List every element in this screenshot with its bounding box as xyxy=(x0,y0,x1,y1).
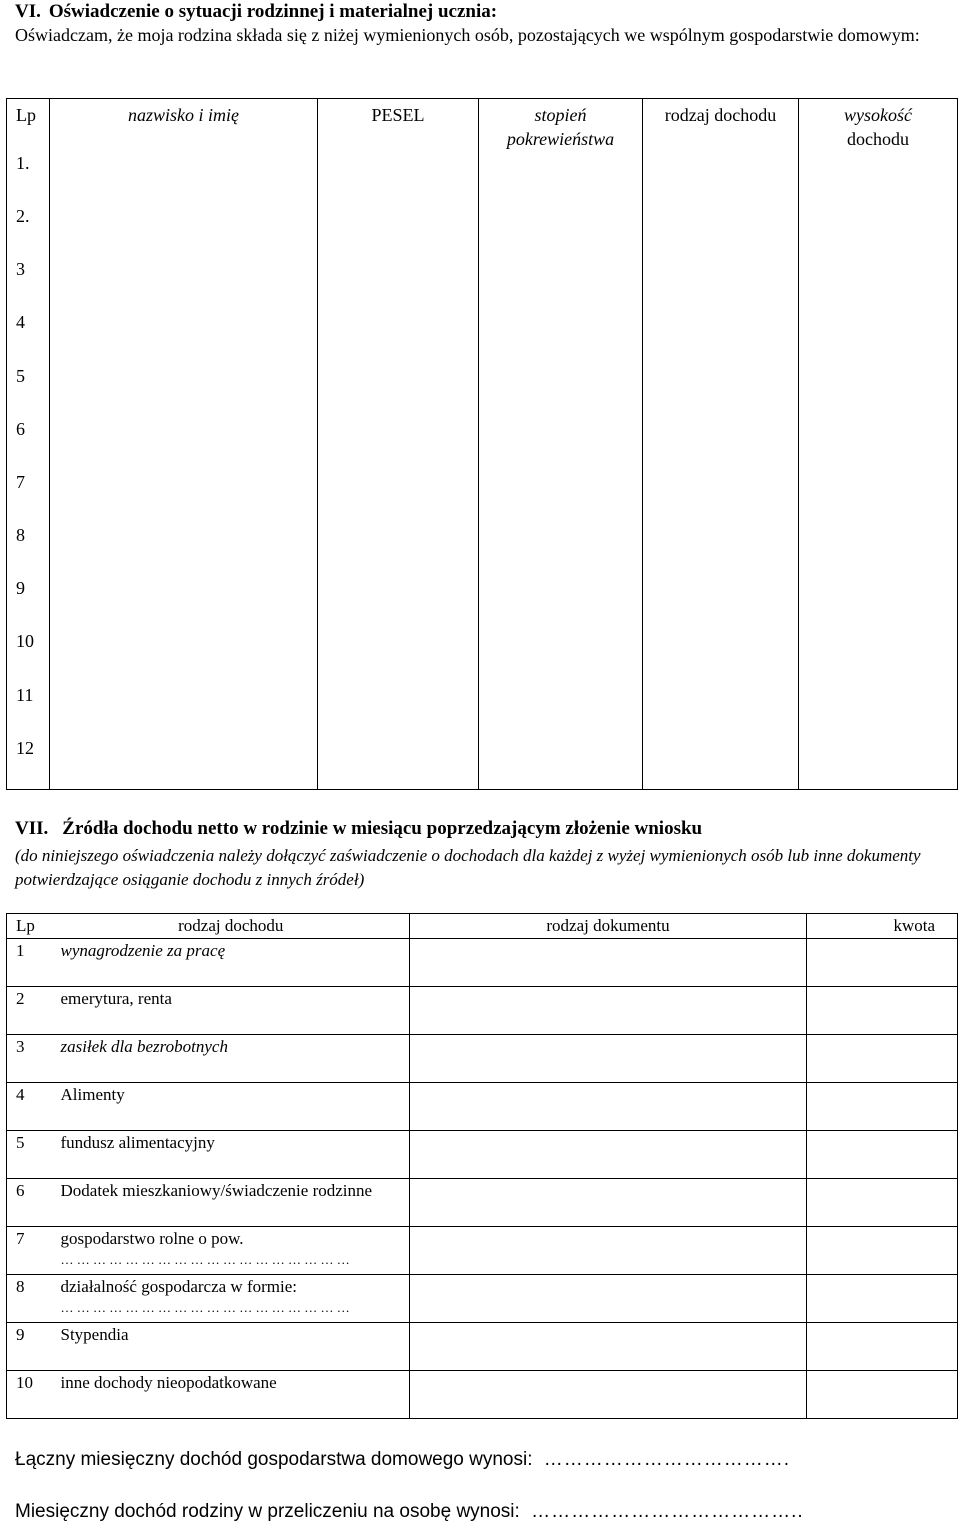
sources-header-income-type: rodzaj dochodu xyxy=(53,914,410,939)
income-source-dots-field[interactable]: … … … … … … … … … … … … … … … … … … xyxy=(60,1252,350,1267)
income-source-document-cell[interactable] xyxy=(410,1275,807,1323)
section-6-number: VI. xyxy=(15,1,41,22)
income-source-type-label: emerytura, renta xyxy=(60,989,172,1008)
income-source-row xyxy=(7,1371,958,1419)
income-source-type xyxy=(53,1275,410,1323)
income-source-lp: 8 xyxy=(7,1275,53,1323)
income-source-lp: 6 xyxy=(7,1179,53,1227)
income-source-row xyxy=(7,1323,958,1371)
income-source-type xyxy=(53,1323,410,1371)
section-7-number: VII. xyxy=(15,818,49,839)
family-header-degree-line2: pokrewieństwa xyxy=(506,129,615,149)
income-source-row xyxy=(7,939,958,987)
income-sources-table xyxy=(6,913,958,1419)
sources-header-document-type: rodzaj dokumentu xyxy=(410,914,807,939)
income-source-document-cell[interactable] xyxy=(410,939,807,987)
income-source-amount-cell[interactable] xyxy=(807,1131,958,1179)
family-lp-column xyxy=(7,99,50,790)
income-source-amount-cell[interactable] xyxy=(807,1323,958,1371)
income-source-type xyxy=(53,1035,410,1083)
family-row-number: 11 xyxy=(16,684,34,705)
household-income-label: Łączny miesięczny dochód gospodarstwa domowego wynosi: xyxy=(15,1449,533,1470)
sources-header-amount: kwota xyxy=(807,914,958,939)
income-source-lp: 9 xyxy=(7,1323,53,1371)
income-source-document-cell[interactable] xyxy=(410,987,807,1035)
income-source-type-label: Alimenty xyxy=(60,1085,125,1104)
family-row-number: 4 xyxy=(16,312,25,333)
family-row-number: 2. xyxy=(16,206,30,227)
family-members-table xyxy=(6,98,958,790)
income-source-row xyxy=(7,1275,958,1323)
family-income-amount-column[interactable] xyxy=(799,99,958,790)
family-row-number: 1. xyxy=(16,153,30,173)
family-header-degree xyxy=(479,99,642,151)
income-source-amount-cell[interactable] xyxy=(807,1179,958,1227)
income-source-amount-cell[interactable] xyxy=(807,939,958,987)
per-person-income-field[interactable]: ………………………………….. xyxy=(531,1501,804,1522)
per-person-income-line xyxy=(15,1499,804,1525)
income-source-amount-cell[interactable] xyxy=(807,1083,958,1131)
family-row-number: 5 xyxy=(16,365,25,386)
income-sources-body xyxy=(7,939,958,1419)
income-source-type-label: zasiłek dla bezrobotnych xyxy=(60,1037,228,1056)
income-source-type xyxy=(53,1131,410,1179)
income-source-type xyxy=(53,1083,410,1131)
family-pesel-column[interactable] xyxy=(318,99,479,790)
income-source-lp: 10 xyxy=(7,1371,53,1419)
income-source-document-cell[interactable] xyxy=(410,1131,807,1179)
family-row-number: 6 xyxy=(16,418,25,439)
family-header-amount-line2: dochodu xyxy=(847,129,909,149)
family-header-income-amount xyxy=(799,99,957,151)
family-row-numbers xyxy=(16,151,49,789)
family-header-amount-line1: wysokość xyxy=(844,105,912,125)
income-source-amount-cell[interactable] xyxy=(807,1227,958,1275)
family-row-number: 7 xyxy=(16,471,25,492)
income-source-row xyxy=(7,1035,958,1083)
income-source-row xyxy=(7,987,958,1035)
income-source-amount-cell[interactable] xyxy=(807,1275,958,1323)
income-source-type xyxy=(53,987,410,1035)
income-source-document-cell[interactable] xyxy=(410,1371,807,1419)
income-source-type-label: fundusz alimentacyjny xyxy=(60,1133,215,1152)
income-source-type-label: inne dochody nieopodatkowane xyxy=(60,1373,277,1392)
family-header-pesel: PESEL xyxy=(371,105,425,125)
income-source-amount-cell[interactable] xyxy=(807,987,958,1035)
income-source-document-cell[interactable] xyxy=(410,1323,807,1371)
income-source-lp: 2 xyxy=(7,987,53,1035)
income-source-document-cell[interactable] xyxy=(410,1227,807,1275)
income-source-row xyxy=(7,1227,958,1275)
income-source-type-label: gospodarstwo rolne o pow. xyxy=(60,1229,244,1248)
family-header-lp: Lp xyxy=(16,105,36,125)
income-source-amount-cell[interactable] xyxy=(807,1035,958,1083)
income-source-row xyxy=(7,1179,958,1227)
family-income-type-column[interactable] xyxy=(643,99,799,790)
income-source-amount-cell[interactable] xyxy=(807,1371,958,1419)
section-7-note: (do niniejszego oświadczenia należy dołączyć zaświadczenie o dochodach dla każdej z wyżej wymienionych osób lub inne dokumenty potwierdzające osiąganie dochodu z innych źródeł) xyxy=(15,846,921,889)
income-source-document-cell[interactable] xyxy=(410,1083,807,1131)
section-7-heading xyxy=(15,816,702,842)
income-source-type xyxy=(53,1227,410,1275)
income-source-document-cell[interactable] xyxy=(410,1179,807,1227)
family-degree-column[interactable] xyxy=(479,99,643,790)
family-header-degree-line1: stopień xyxy=(534,105,587,125)
household-income-field[interactable]: ………………………………. xyxy=(543,1449,791,1470)
family-row-number: 8 xyxy=(16,525,25,546)
income-source-type xyxy=(53,1179,410,1227)
family-header-name: nazwisko i imię xyxy=(128,105,239,125)
income-source-row xyxy=(7,1083,958,1131)
per-person-income-label: Miesięczny dochód rodziny w przeliczeniu na osobę wynosi: xyxy=(15,1501,520,1522)
section-6-intro: Oświadczam, że moja rodzina składa się z niżej wymienionych osób, pozostających we wspólnym gospodarstwie domowym: xyxy=(15,25,920,45)
section-7-title: Źródła dochodu netto w rodzinie w miesiącu poprzedzającym złożenie wniosku xyxy=(62,818,703,839)
income-source-lp: 1 xyxy=(7,939,53,987)
family-row-number: 10 xyxy=(16,631,34,652)
family-row-number: 3 xyxy=(16,259,25,280)
income-source-type xyxy=(53,939,410,987)
income-source-document-cell[interactable] xyxy=(410,1035,807,1083)
family-name-column[interactable] xyxy=(50,99,318,790)
income-source-dots-field[interactable]: … … … … … … … … … … … … … … … … … … xyxy=(60,1300,350,1315)
family-row-number: 12 xyxy=(16,737,34,758)
income-source-row xyxy=(7,1131,958,1179)
income-source-type-label: Dodatek mieszkaniowy/świadczenie rodzinne xyxy=(60,1181,373,1200)
income-source-type-label: wynagrodzenie za pracę xyxy=(60,941,226,960)
income-source-lp: 7 xyxy=(7,1227,53,1275)
income-source-type-label: Stypendia xyxy=(60,1325,129,1344)
income-source-lp: 3 xyxy=(7,1035,53,1083)
income-source-lp: 4 xyxy=(7,1083,53,1131)
family-header-income-type: rodzaj dochodu xyxy=(664,105,777,125)
household-income-line xyxy=(15,1447,790,1473)
income-source-type xyxy=(53,1371,410,1419)
section-6-heading xyxy=(15,0,497,24)
income-source-lp: 5 xyxy=(7,1131,53,1179)
sources-header-lp: Lp xyxy=(7,914,53,939)
family-row-number: 9 xyxy=(16,578,25,599)
income-source-type-label: działalność gospodarcza w formie: xyxy=(60,1277,297,1296)
section-6-title: Oświadczenie o sytuacji rodzinnej i materialnej ucznia: xyxy=(48,1,498,22)
